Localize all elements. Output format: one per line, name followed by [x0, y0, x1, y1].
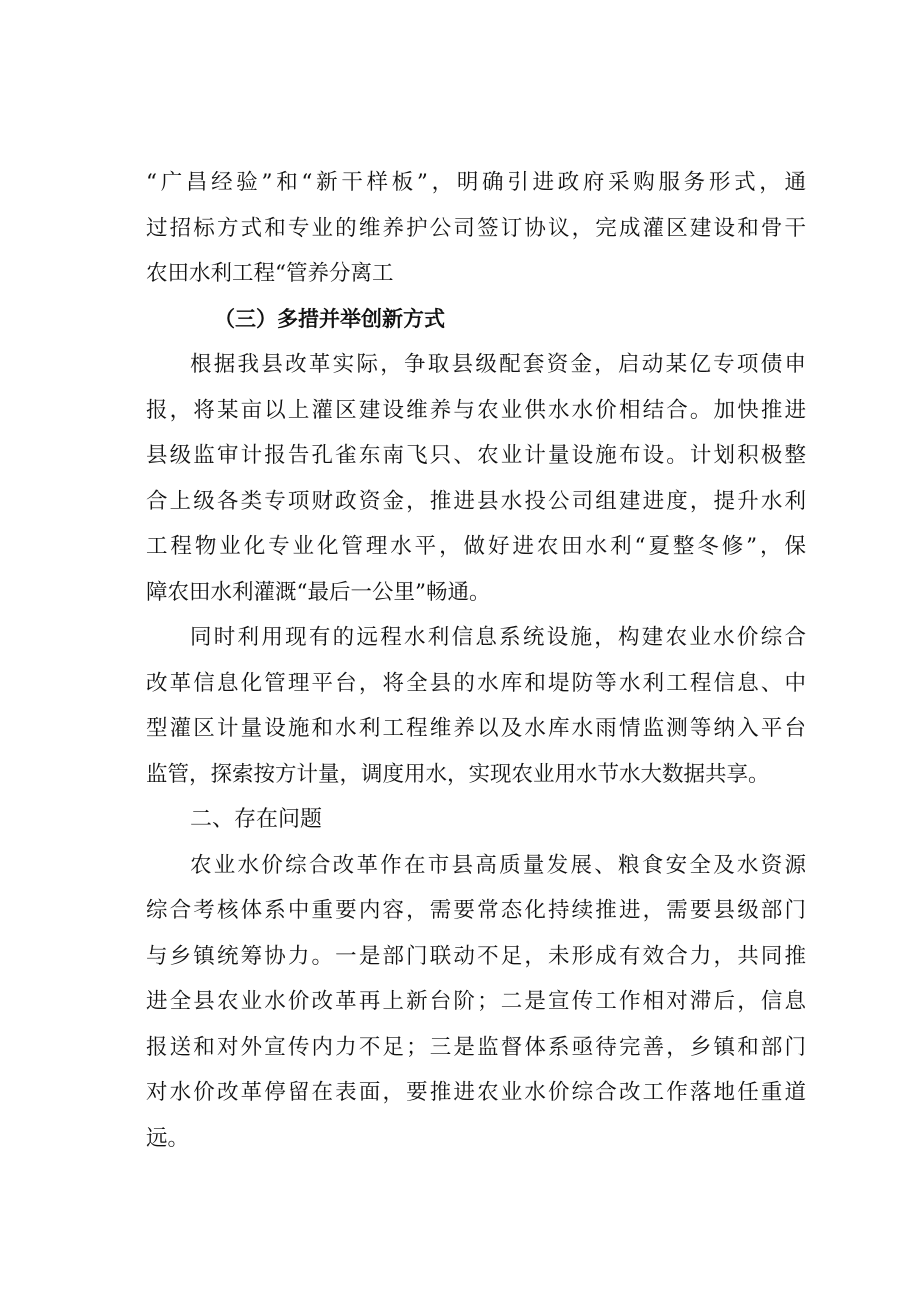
paragraph-continuation [146, 160, 806, 297]
text-line: 农业水价综合改革作在市县高质量发展、粮食安全及水资源 [190, 852, 806, 878]
paragraph-existing-problems [146, 843, 806, 1162]
text-line: 报送和对外宣传内力不足；三是监督体系亟待完善，乡镇和部门 [146, 1034, 806, 1060]
section-heading-2: 二、存在问题 [190, 807, 323, 832]
text-line: “广昌经验”和“新干样板”，明确引进政府采购服务形式，通 [146, 170, 806, 195]
text-line: 县级监审计报告孔雀东南飞只、农业计量设施布设。计划积极整 [146, 443, 806, 468]
paragraph-information-platform [146, 615, 806, 797]
text-line: 与乡镇统筹协力。一是部门联动不足，未形成有效合力，共同推 [146, 943, 806, 969]
text-line: 型灌区计量设施和水利工程维养以及水库水雨情监测等纳入平台 [146, 716, 806, 741]
text-line: 报，将某亩以上灌区建设维养与农业供水水价相结合。加快推进 [146, 397, 806, 423]
section-subheading-3: （三）多措并举创新方式 [214, 306, 445, 331]
text-line: 监管，探索按方计量，调度用水，实现农业用水节水大数据共享。 [146, 761, 770, 787]
text-line: 障农田水利灌溉“最后一公里”畅通。 [146, 579, 491, 605]
text-line: 农田水利工程“管养分离工 [146, 261, 394, 286]
text-line: 远。 [146, 1125, 190, 1151]
text-line: 工程物业化专业化管理水平，做好进农田水利“夏整冬修”，保 [146, 534, 806, 559]
text-line: 进全县农业水价改革再上新台阶；二是宣传工作相对滞后，信息 [146, 989, 806, 1014]
text-line: 改革信息化管理平台，将全县的水库和堤防等水利工程信息、中 [146, 670, 806, 696]
text-line: 同时利用现有的远程水利信息系统设施，构建农业水价综合 [190, 625, 806, 650]
text-line: 对水价改革停留在表面，要推进农业水价综合改工作落地任重道 [146, 1080, 806, 1105]
text-line: 过招标方式和专业的维养护公司签订协议，完成灌区建设和骨干 [146, 215, 806, 241]
document-body [146, 160, 806, 1161]
text-line: 综合考核体系中重要内容，需要常态化持续推进，需要县级部门 [146, 898, 806, 923]
text-line: 根据我县改革实际，争取县级配套资金，启动某亿专项债申 [190, 352, 806, 377]
text-line: 合上级各类专项财政资金，推进县水投公司组建进度，提升水利 [146, 488, 806, 514]
paragraph-reform-funding [146, 342, 806, 615]
